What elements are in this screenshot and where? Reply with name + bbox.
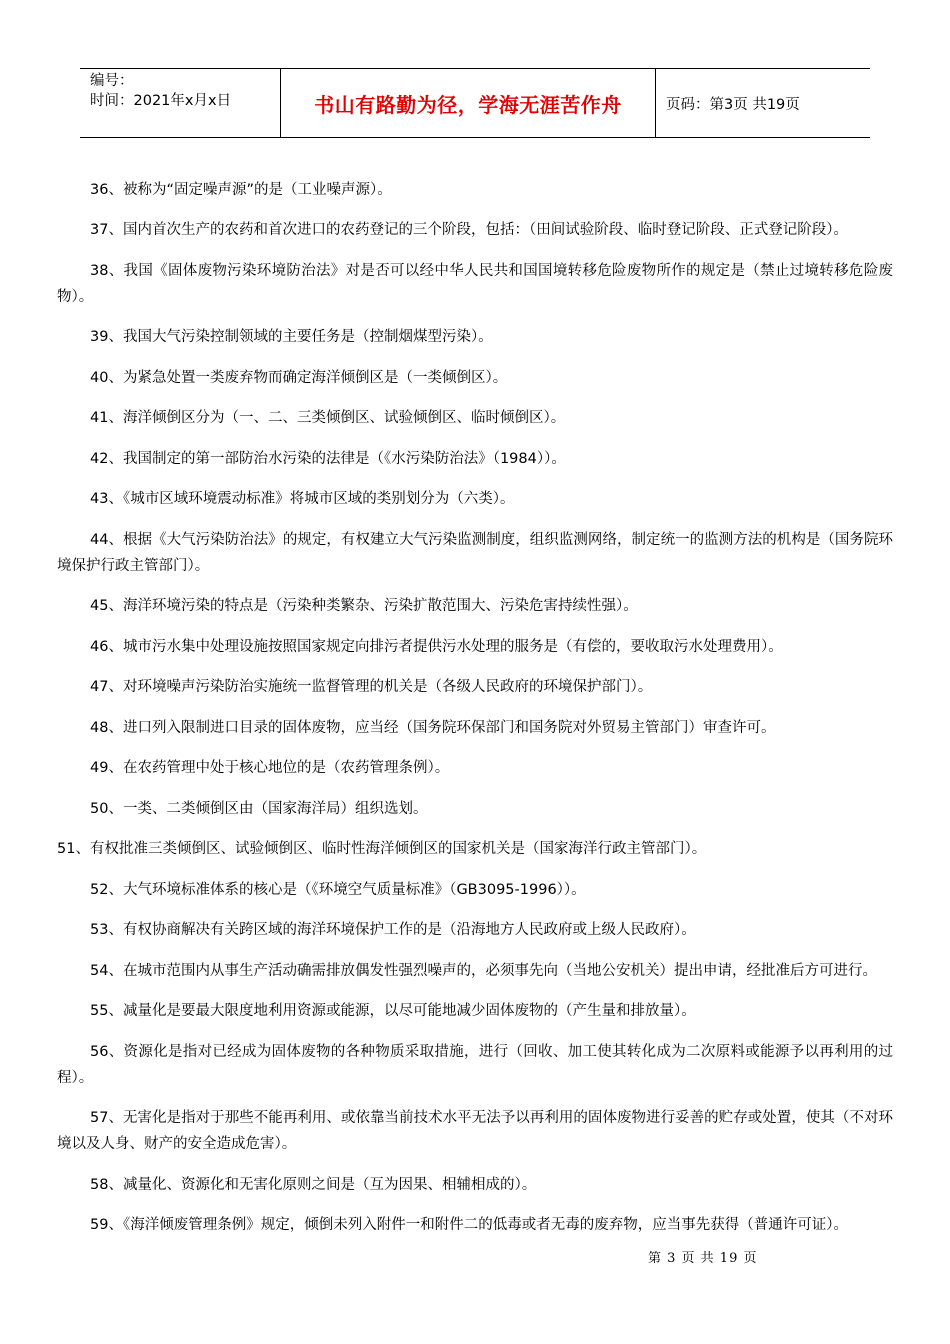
question-item: 55、减量化是要最大限度地利用资源或能源，以尽可能地减少固体废物的（产生量和排放量）。: [90, 1003, 696, 1019]
page-footer: 第 3 页 共 19 页: [648, 1251, 758, 1266]
question-item: 46、城市污水集中处理设施按照国家规定向排污者提供污水处理的服务是（有偿的，要收取污水处理费用）。: [90, 638, 783, 655]
header-left-cell: [80, 69, 280, 137]
question-item: 36、被称为“固定噪声源”的是（工业噪声源）。: [90, 181, 392, 198]
question-item: 41、海洋倾倒区分为（一、二、三类倾倒区、试验倾倒区、临时倾倒区）。: [90, 410, 566, 426]
motto-text: 书山有路勤为径，学海无涯苦作舟: [314, 92, 622, 117]
header-page-info-cell: [656, 69, 870, 137]
question-item: 37、国内首次生产的农药和首次进口的农药登记的三个阶段，包括：（田间试验阶段、临时登记阶段、正式登记阶段）。: [90, 222, 848, 238]
question-item: 59、《海洋倾废管理条例》规定，倾倒未列入附件一和附件二的低毒或者无毒的废弃物，应当事先获得（普通许可证）。: [90, 1217, 848, 1233]
question-item: 47、对环境噪声污染防治实施统一监督管理的机关是（各级人民政府的环境保护部门）。: [90, 679, 653, 695]
question-item: 48、进口列入限制进口目录的固体废物，应当经（国务院环保部门和国务院对外贸易主管部门）审查许可。: [90, 719, 776, 736]
time-label: 时间：2021年x月x日: [90, 93, 232, 109]
question-item: 44、根据《大气污染防治法》的规定，有权建立大气污染监测制度，组织监测网络，制定统一的监测方法的机构是（国务院环境保护行政主管部门）。: [57, 531, 893, 574]
question-item: 49、在农药管理中处于核心地位的是（农药管理条例）。: [90, 760, 450, 776]
question-item: 39、我国大气污染控制领域的主要任务是（控制烟煤型污染）。: [90, 329, 493, 345]
page-header: [80, 68, 870, 138]
question-item: 54、在城市范围内从事生产活动确需排放偶发性强烈噪声的，必须事先向（当地公安机关）提出申请，经批准后方可进行。: [90, 962, 877, 979]
question-item: 57、无害化是指对于那些不能再利用、或依靠当前技术水平无法予以再利用的固体废物进行妥善的贮存或处置，使其（不对环境以及人身、财产的安全造成危害）。: [57, 1110, 893, 1152]
question-item: 50、一类、二类倾倒区由（国家海洋局）组织选划。: [90, 800, 428, 817]
header-motto-cell: [280, 69, 656, 137]
question-item: 56、资源化是指对已经成为固体废物的各种物质采取措施，进行（回收、加工使其转化成为二次原料或能源予以再利用的过程）。: [57, 1043, 893, 1086]
document-body: [57, 162, 893, 1248]
question-item: 52、大气环境标准体系的核心是（《环境空气质量标准》（GB3095-1996））。: [90, 881, 586, 898]
question-item: 38、我国《固体废物污染环境防治法》对是否可以经中华人民共和国国境转移危险废物所作的规定是（禁止过境转移危险废物）。: [57, 262, 893, 305]
question-item: 40、为紧急处置一类废弃物而确定海洋倾倒区是（一类倾倒区）。: [90, 369, 508, 386]
number-label: 编号：: [90, 73, 134, 89]
question-item: 53、有权协商解决有关跨区域的海洋环境保护工作的是（沿海地方人民政府或上级人民政府）。: [90, 922, 696, 938]
page-info: 页码：第3页 共19页: [666, 96, 800, 113]
question-item: 43、《城市区域环境震动标准》将城市区域的类别划分为（六类）。: [90, 491, 515, 507]
question-item: 42、我国制定的第一部防治水污染的法律是（《水污染防治法》（1984））。: [90, 450, 566, 467]
question-item: 45、海洋环境污染的特点是（污染种类繁杂、污染扩散范围大、污染危害持续性强）。: [90, 598, 638, 614]
question-item: 58、减量化、资源化和无害化原则之间是（互为因果、相辅相成的）。: [90, 1176, 537, 1193]
question-item: 51、有权批准三类倾倒区、试验倾倒区、临时性海洋倾倒区的国家机关是（国家海洋行政主管部门）。: [57, 841, 707, 857]
